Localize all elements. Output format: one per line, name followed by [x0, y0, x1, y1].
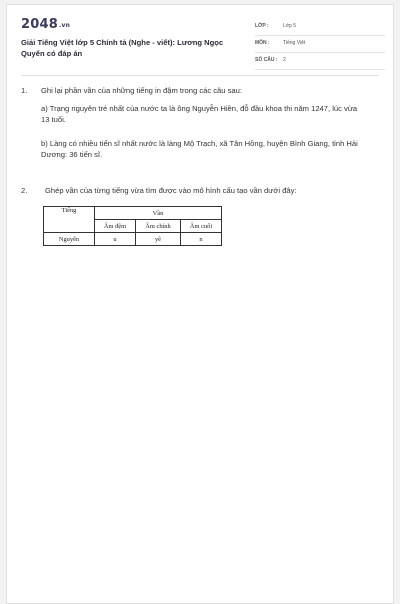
site-logo[interactable] — [21, 17, 70, 32]
header-tieng: Tiếng — [44, 207, 95, 233]
question-text: Ghi lại phần vần của những tiếng in đậm trong các câu sau: — [41, 86, 242, 95]
document-page — [6, 4, 394, 604]
cell-am-cuoi: n — [181, 233, 222, 246]
question-text: Ghép vần của từng tiếng vừa tìm được vào mô hình cấu tạo vần dưới đây: — [45, 186, 297, 195]
meta-label: MÔN : — [255, 40, 270, 46]
cell-am-chinh: yê — [136, 233, 181, 246]
question-number: 1. — [21, 86, 28, 95]
meta-value: 2 — [283, 57, 286, 63]
meta-value: Lớp 5 — [283, 23, 297, 29]
subheader-am-dem: Âm đệm — [95, 220, 136, 233]
subheader-am-cuoi: Âm cuối — [181, 220, 222, 233]
meta-value: Tiếng Việt — [283, 40, 306, 46]
rhyme-structure-table — [43, 206, 222, 246]
table-row — [44, 233, 222, 246]
header-van: Vần — [95, 207, 222, 220]
document-title: Giải Tiếng Việt lớp 5 Chính tả (Nghe - viết): Lương Ngọc Quyến có đáp án — [21, 38, 224, 58]
question-1-part-a: a) Trạng nguyên trẻ nhất của nước ta là ông Nguyễn Hiền, đỗ đầu khoa thi năm 1247, lúc vừa 13 tuổi. — [41, 104, 358, 124]
meta-info — [255, 19, 385, 70]
table-header-row — [44, 207, 222, 220]
header-divider — [21, 75, 379, 76]
logo-name: 2048 — [21, 17, 58, 32]
meta-label: LỚP : — [255, 23, 269, 29]
subheader-am-chinh: Âm chính — [136, 220, 181, 233]
cell-tieng: Nguyễn — [44, 233, 95, 246]
cell-am-dem: u — [95, 233, 136, 246]
meta-row-class — [255, 19, 385, 36]
logo-suffix: .vn — [58, 22, 71, 29]
question-1-part-b: b) Làng có nhiều tiến sĩ nhất nước là làng Mộ Trạch, xã Tân Hồng, huyện Bình Giang, tỉnh Hải Dương: 36 tiến sĩ. — [41, 139, 358, 159]
meta-label: SỐ CÂU : — [255, 57, 278, 63]
meta-row-subject — [255, 36, 385, 53]
question-number: 2. — [21, 186, 28, 195]
meta-row-question-count — [255, 53, 385, 70]
